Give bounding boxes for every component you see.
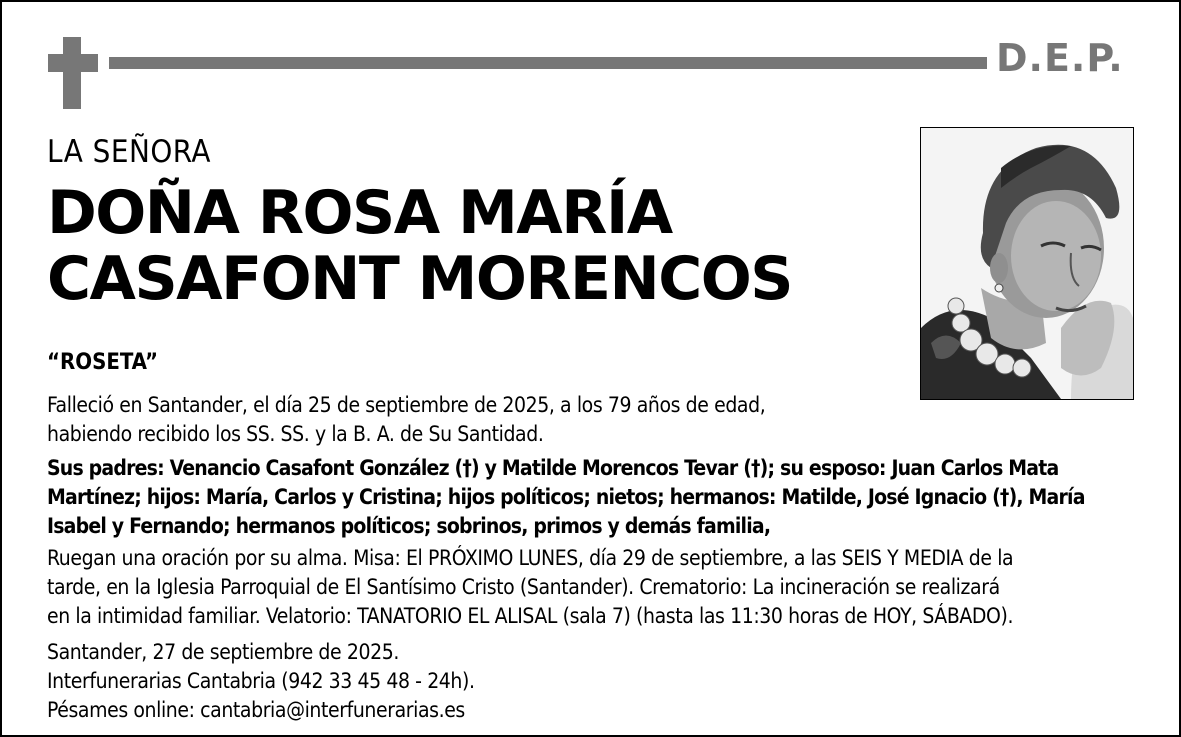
text-line: Isabel y Fernando; hermanos políticos; sobrinos, primos y demás familia, xyxy=(47,514,771,538)
text-line: Interfunerarias Cantabria (942 33 45 48 - 24h). xyxy=(47,669,475,693)
cross-icon-horizontal xyxy=(48,54,98,72)
deceased-name xyxy=(47,180,792,312)
text-line: habiendo recibido los SS. SS. y la B. A. de Su Santidad. xyxy=(47,422,544,446)
name-line: DOÑA ROSA MARÍA xyxy=(47,178,672,248)
text-line: Ruegan una oración por su alma. Misa: El PRÓXIMO LUNES, día 29 de septiembre, a las SEIS Y MEDIA de la xyxy=(47,546,1014,570)
footer-info xyxy=(47,638,747,725)
text-line: Martínez; hijos: María, Carlos y Cristina; hijos políticos; nietos; hermanos: Matilde, José Ignacio (†), María xyxy=(47,485,1085,509)
header-rule xyxy=(109,57,987,69)
text-line: Pésames online: cantabria@interfunerarias.es xyxy=(47,698,465,722)
honorific-title: LA SEÑORA xyxy=(47,134,211,170)
name-line: CASAFONT MORENCOS xyxy=(47,244,793,314)
death-notice xyxy=(47,391,867,449)
text-line: Santander, 27 de septiembre de 2025. xyxy=(47,640,399,664)
text-line: en la intimidad familiar. Velatorio: TANATORIO EL ALISAL (sala 7) (hasta las 11:30 horas de HOY, SÁBADO). xyxy=(47,604,1014,628)
portrait-photo xyxy=(920,127,1134,400)
nickname: “ROSETA” xyxy=(47,350,158,375)
cross-icon-vertical xyxy=(63,37,81,109)
text-line: Sus padres: Venancio Casafont González (†) y Matilde Morencos Tevar (†); su esposo: Juan Carlos Mata xyxy=(47,456,1059,480)
portrait-image xyxy=(921,128,1133,399)
family-list xyxy=(47,454,1157,541)
text-line: tarde, en la Iglesia Parroquial de El Santísimo Cristo (Santander). Crematorio: La incineración se realizará xyxy=(47,575,1000,599)
dep-heading: D.E.P. xyxy=(996,36,1124,80)
text-line: Falleció en Santander, el día 25 de septiembre de 2025, a los 79 años de edad, xyxy=(47,393,766,417)
service-info xyxy=(47,544,1162,631)
